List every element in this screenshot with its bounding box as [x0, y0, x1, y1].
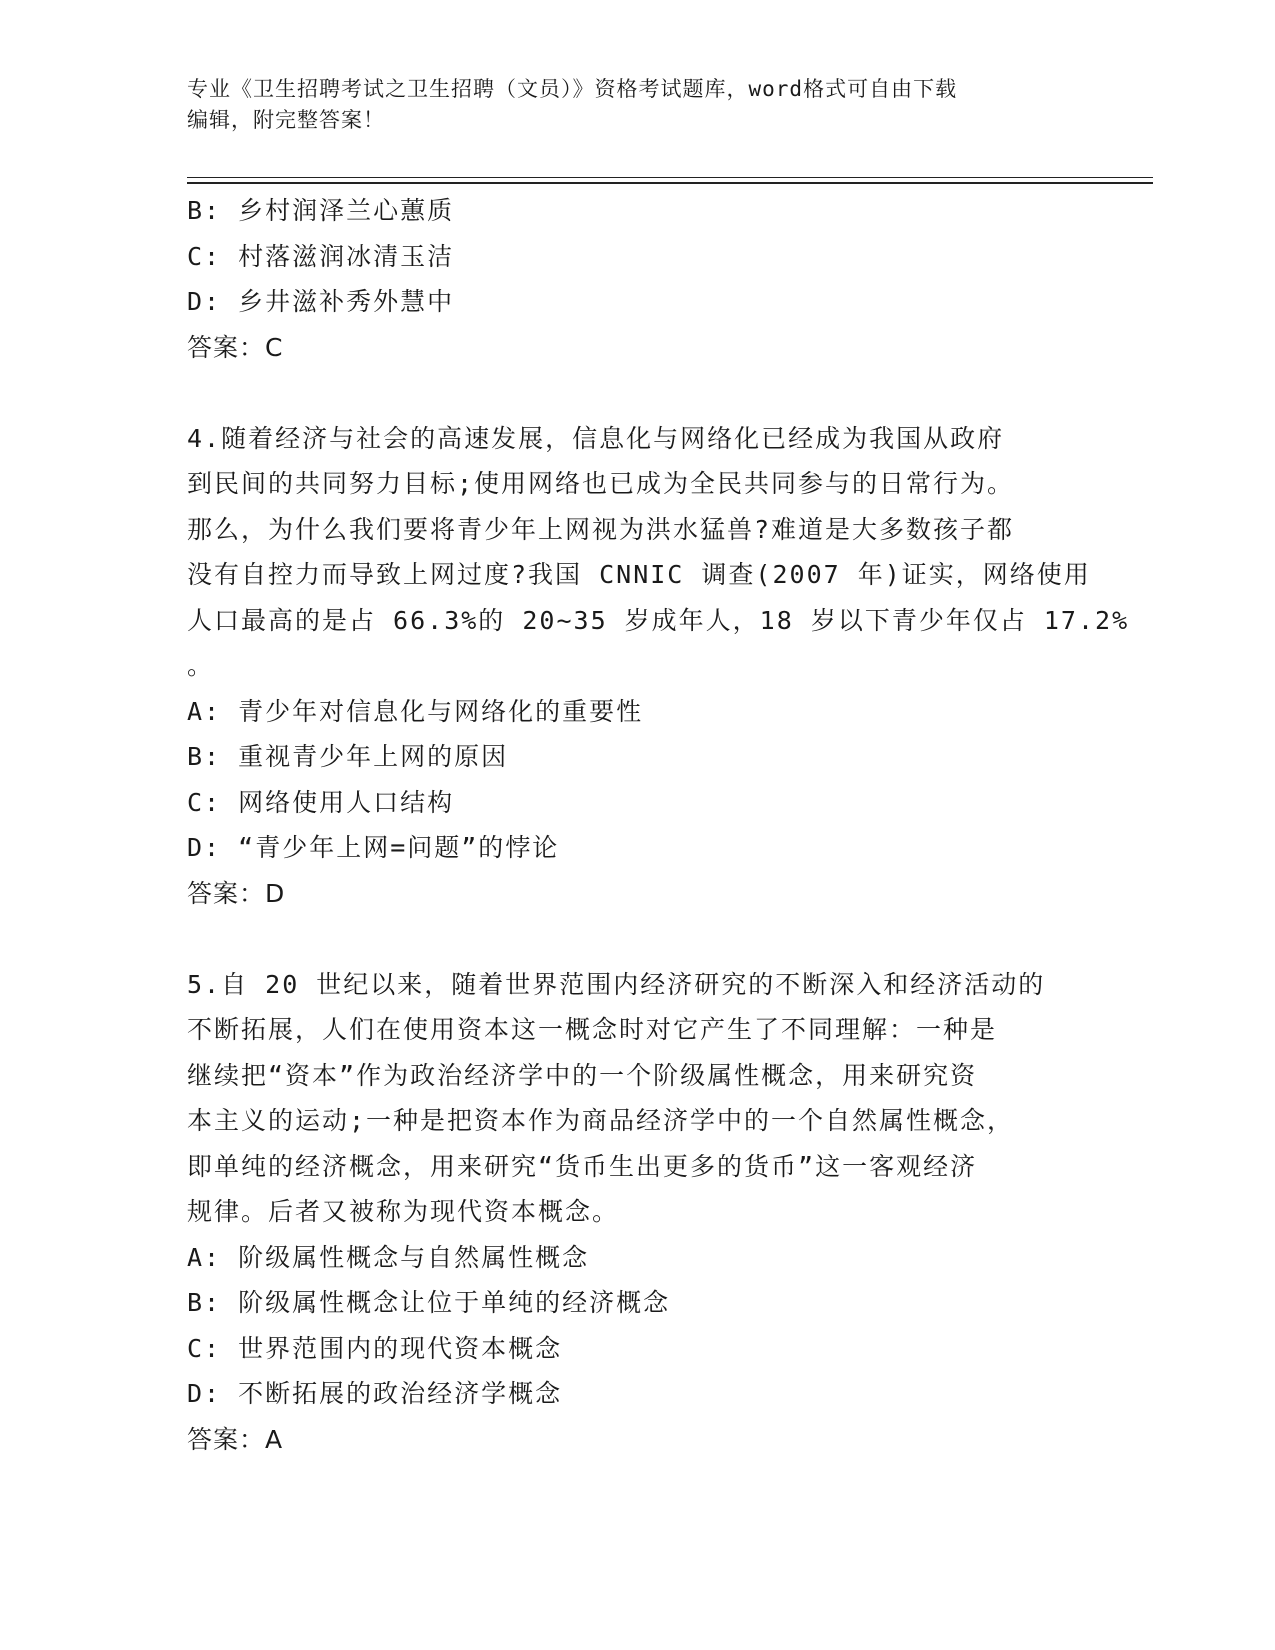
option-a: A: 阶级属性概念与自然属性概念: [187, 1242, 590, 1272]
option-d: D: 不断拓展的政治经济学概念: [187, 1379, 563, 1408]
question-stem-line: 到民间的共同努力目标;使用网络也已成为全民共同参与的日常行为。: [187, 469, 1015, 498]
question-5: [187, 962, 1087, 1463]
question-stem-line: 4.随着经济与社会的高速发展，信息化与网络化已经成为我国从政府: [187, 423, 1005, 453]
question-stem-line: 规律。后者又被称为现代资本概念。: [187, 1197, 620, 1226]
spacer: [187, 916, 1087, 962]
option-b: B: 阶级属性概念让位于单纯的经济概念: [187, 1288, 671, 1317]
question-content: [187, 188, 1130, 1462]
option-b: B: 重视青少年上网的原因: [187, 742, 509, 771]
header-divider-thin: [187, 177, 1153, 178]
question-stem-line: 不断拓展，人们在使用资本这一概念时对它产生了不同理解：一种是: [187, 1015, 998, 1044]
header-line-2: 编辑，附完整答案！: [187, 108, 385, 132]
question-stem-line: 5.自 20 世纪以来，随着世界范围内经济研究的不断深入和经济活动的: [187, 969, 1046, 999]
prev-question: [187, 188, 1087, 370]
option-a: A: 青少年对信息化与网络化的重要性: [187, 696, 644, 726]
option-c: C: 村落滋润冰清玉洁: [187, 241, 455, 271]
question-stem-line: 继续把“资本”作为政治经济学中的一个阶级属性概念，用来研究资: [187, 1060, 978, 1090]
answer-line: 答案：A: [187, 1424, 284, 1454]
header-line-1: 专业《卫生招聘考试之卫生招聘（文员）》资格考试题库，word格式可自由下载: [187, 77, 958, 101]
question-4: [187, 416, 1130, 917]
question-stem-line: 那么，为什么我们要将青少年上网视为洪水猛兽?难道是大多数孩子都: [187, 514, 1015, 544]
header-divider-thick: [187, 182, 1153, 184]
option-c: C: 世界范围内的现代资本概念: [187, 1333, 563, 1363]
option-d: D: “青少年上网=问题”的悖论: [187, 833, 560, 862]
question-stem-line: 没有自控力而导致上网过度?我国 CNNIC 调查(2007 年)证实，网络使用: [187, 560, 1091, 589]
option-b: B: 乡村润泽兰心蕙质: [187, 196, 455, 225]
question-stem-line: 。: [187, 651, 215, 680]
option-d: D: 乡井滋补秀外慧中: [187, 287, 455, 316]
document-header: [187, 74, 1087, 136]
answer-line: 答案：C: [187, 332, 284, 362]
question-stem-line: 本主义的运动;一种是把资本作为商品经济学中的一个自然属性概念，: [187, 1106, 1015, 1135]
spacer: [187, 370, 1087, 416]
question-stem-line: 即单纯的经济概念，用来研究“货币生出更多的货币”这一客观经济: [187, 1151, 978, 1181]
question-stem-line: 人口最高的是占 66.3%的 20~35 岁成年人，18 岁以下青少年仅占 17.2%: [187, 605, 1130, 635]
answer-line: 答案：D: [187, 878, 286, 908]
option-c: C: 网络使用人口结构: [187, 787, 455, 817]
